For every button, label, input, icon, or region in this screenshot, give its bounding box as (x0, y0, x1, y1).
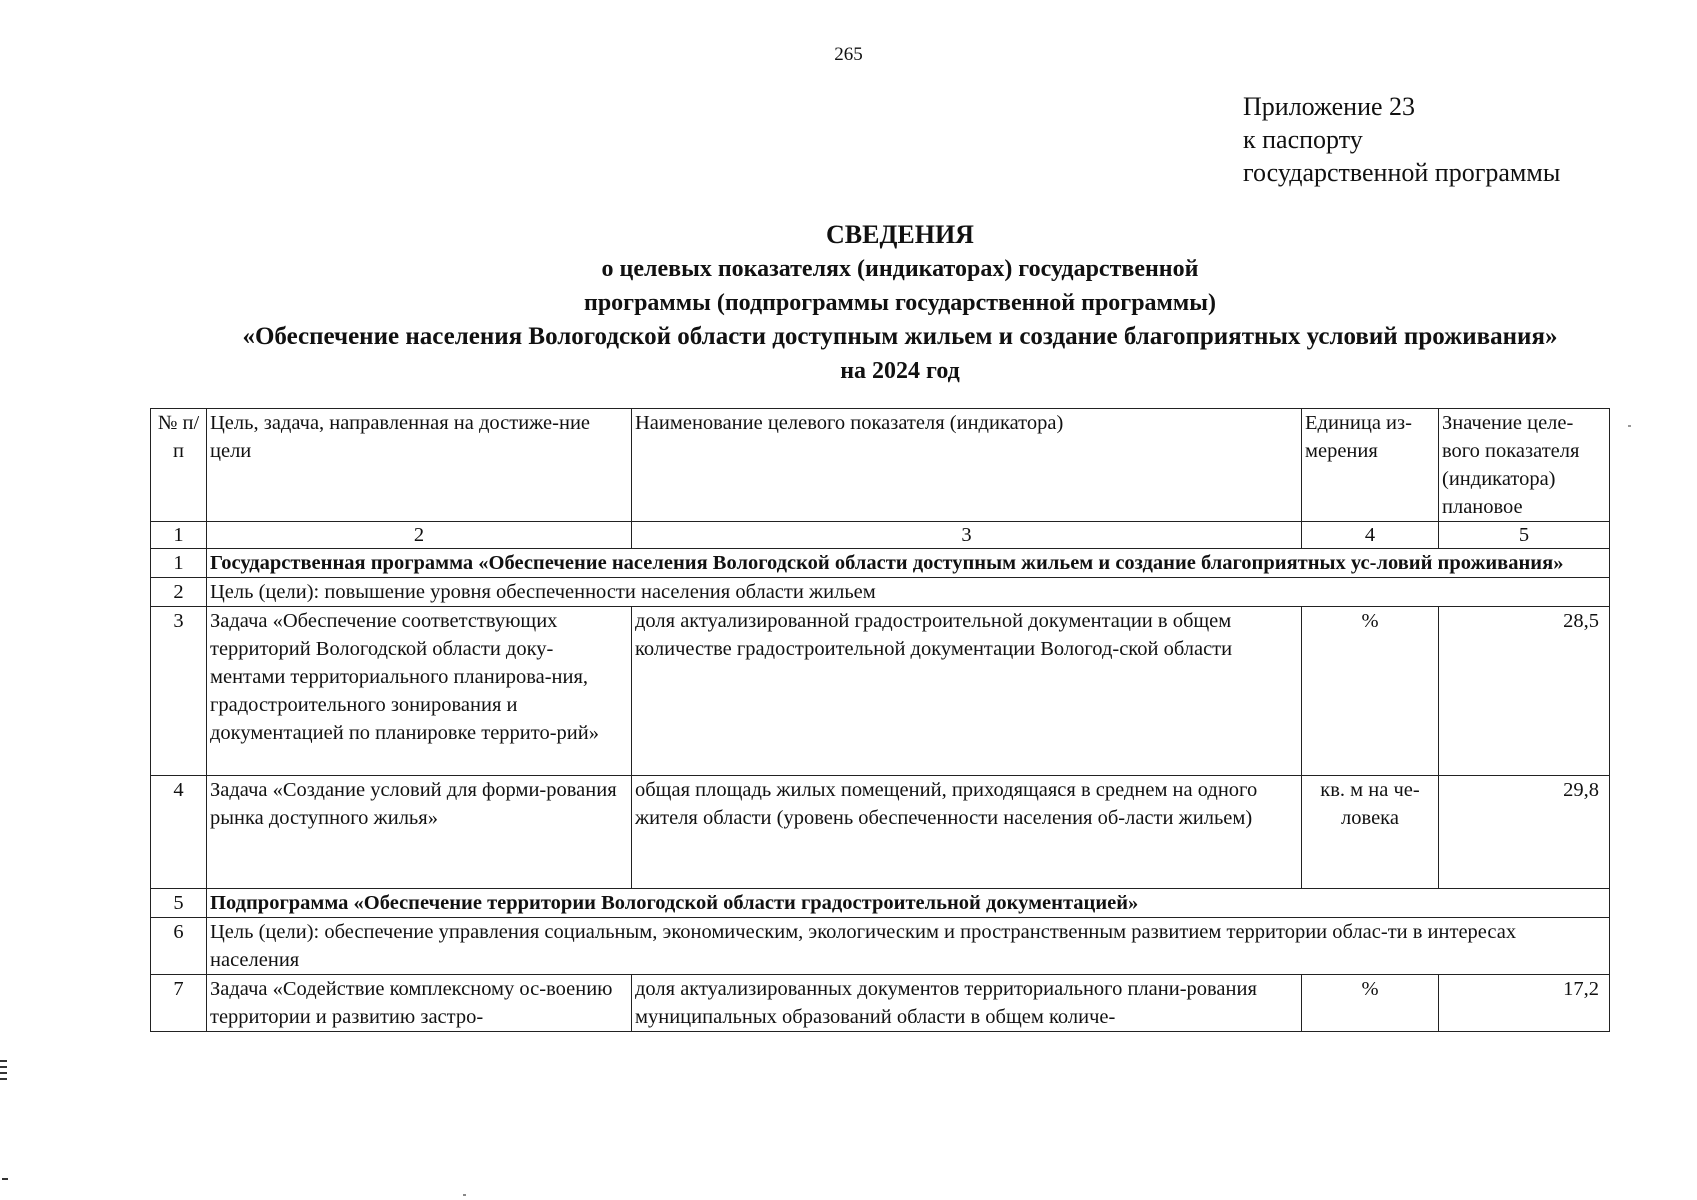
column-index: 2 (207, 522, 632, 549)
task-cell: Задача «Создание условий для форми-рования рынка доступного жилья» (207, 776, 632, 889)
table-row (151, 549, 1610, 578)
value-cell: 29,8 (1439, 776, 1610, 889)
task-cell: Задача «Обеспечение соответствующих территорий Вологодской области доку-ментами территориального планирова-ния, градостроительного зонирования и документацией по планировке террито-рий» (207, 607, 632, 776)
title-line: о целевых показателях (индикаторах) государственной (601, 256, 1199, 282)
row-number: 3 (151, 607, 207, 776)
appendix-line: государственной программы (1243, 158, 1561, 187)
title-line: программы (подпрограммы государственной программы) (584, 290, 1216, 316)
row-number: 1 (151, 549, 207, 578)
header-unit: Единица из-мерения (1302, 409, 1439, 522)
goal-cell: Цель (цели): обеспечение управления социальным, экономическим, экологическим и пространственным развитием территории облас-ти в интересах населения (207, 918, 1610, 975)
goal-cell: Цель (цели): повышение уровня обеспеченности населения области жильем (207, 578, 1610, 607)
document-title (0, 218, 1697, 388)
indicators-table-wrapper (150, 408, 1609, 1032)
task-cell: Задача «Содействие комплексному ос-воению территории и развитию застро- (207, 975, 632, 1032)
table-header-row (151, 409, 1610, 522)
row-number: 6 (151, 918, 207, 975)
row-number: 2 (151, 578, 207, 607)
row-number: 5 (151, 889, 207, 918)
appendix-note (1243, 90, 1560, 189)
title-year: на 2024 год (840, 358, 960, 384)
scan-speck (463, 1194, 466, 1196)
table-row (151, 578, 1610, 607)
value-cell: 28,5 (1439, 607, 1610, 776)
header-num: № п/п (151, 409, 207, 522)
indicator-cell: общая площадь жилых помещений, приходящаяся в среднем на одного жителя области (уровень обеспеченности населения об-ласти жильем) (632, 776, 1302, 889)
appendix-line: Приложение 23 (1243, 92, 1416, 121)
column-index: 1 (151, 522, 207, 549)
table-row (151, 607, 1610, 776)
table-row (151, 918, 1610, 975)
program-title-cell: Государственная программа «Обеспечение населения Вологодской области доступным жильем и создание благоприятных ус-ловий проживания» (207, 549, 1610, 578)
indicator-cell: доля актуализированных документов территориального плани-рования муниципальных образований области в общем количе- (632, 975, 1302, 1032)
table-row (151, 975, 1610, 1032)
value-cell: 17,2 (1439, 975, 1610, 1032)
scan-speck (1628, 425, 1631, 427)
unit-cell: кв. м на че-ловека (1302, 776, 1439, 889)
indicator-cell: доля актуализированной градостроительной документации в общем количестве градостроительной документации Вологод-ской области (632, 607, 1302, 776)
column-index-row (151, 522, 1610, 549)
row-number: 7 (151, 975, 207, 1032)
row-number: 4 (151, 776, 207, 889)
page-number: 265 (834, 44, 863, 65)
column-index: 4 (1302, 522, 1439, 549)
table-row (151, 776, 1610, 889)
appendix-line: к паспорту (1243, 125, 1363, 154)
title-program: «Обеспечение населения Вологодской области доступным жильем и создание благоприятных условий проживания» (242, 323, 1558, 350)
header-value: Значение целе-вого показателя (индикатора) плановое (1439, 409, 1610, 522)
column-index: 5 (1439, 522, 1610, 549)
indicators-table (150, 408, 1610, 1032)
table-row (151, 889, 1610, 918)
column-index: 3 (632, 522, 1302, 549)
margin-scan-marks (0, 1060, 8, 1084)
subprogram-title-cell: Подпрограмма «Обеспечение территории Вологодской области градостроительной документацией» (207, 889, 1610, 918)
header-goal: Цель, задача, направленная на достиже-ние цели (207, 409, 632, 522)
header-indicator: Наименование целевого показателя (индикатора) (632, 409, 1302, 522)
unit-cell: % (1302, 607, 1439, 776)
title-heading: СВЕДЕНИЯ (826, 220, 974, 249)
margin-scan-mark (2, 1178, 8, 1180)
unit-cell: % (1302, 975, 1439, 1032)
